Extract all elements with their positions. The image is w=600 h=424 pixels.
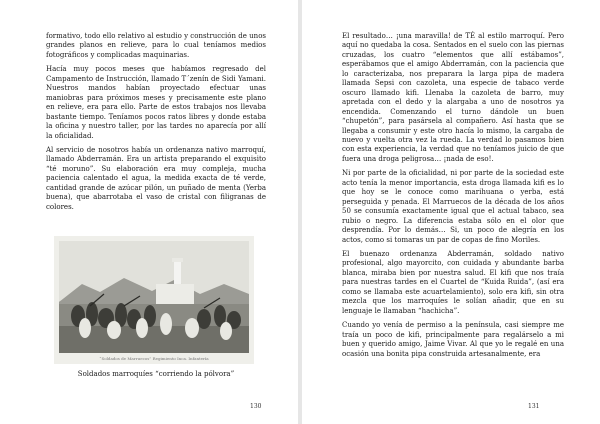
- right-paragraph-3: El buenazo ordenanza Abderramán, soldado nativo profesional, algo mayorcito, con cuidada y abundante barba blanca, miraba bien por nuestra salud. El kifi que nos traía para nuestras tardes en el Cuartel de “Kuida Ruida”, (así era como se llamaba este acuartelamiento), solo era kifi, sin otra mezcla que los marroquíes le solían añadir, que en su lenguaje le llamaban “hachicha”.: [342, 249, 564, 315]
- left-page-number: 130: [250, 403, 262, 410]
- left-paragraph-2: Hacía muy pocos meses que habíamos regresado del Campamento de Instrucción, llamado T´zenín de Sidi Yamani. Nuestros mandos habían proyectado efectuar unas maniobras para próximos meses y precisamente este plano en relieve, era para ello. Parte de estos trabajos nos llevaba bastante tiempo. Teníamos pocos ratos libres y donde estaba la oficina y nuestro taller, por las tardes no aparecía por allí la oficialidad.: [46, 65, 266, 140]
- right-page-number: 131: [528, 403, 540, 410]
- photo-caption: Soldados marroquíes “corriendo la pólvora”: [77, 370, 235, 378]
- right-paragraph-2: Ni por parte de la oficialidad, ni por parte de la sociedad este acto tenía la menor importancia, esta droga llamada kifi es lo que hoy se le conoce como marihuana o yerba, está perseguida y penada. El Marruecos de la década de los años 50 se consumía exactamente igual que el actual tabaco, sea rubio o negro. La diferencia estaba sólo en el olor que desprendía. Por lo demás… Si, un poco de alegría en los actos, como si tomaras un par de copas de fino Moriles.: [342, 169, 564, 244]
- right-page-body: [342, 32, 564, 364]
- right-paragraph-4: Cuando yo venía de permiso a la península, casi siempre me traía un poco de kifi, principalmente para regalárselo a mi buen y querido amigo, Jaime Vivar. Al que yo le regalé en una ocasión una bonita pipa construida artesanalmente, era: [342, 321, 564, 358]
- left-page: [0, 0, 298, 424]
- photo-illustration: [54, 236, 254, 364]
- photo-soldiers: [54, 236, 254, 364]
- left-paragraph-1: formativo, todo ello relativo al estudio y construcción de unos grandes planos en relieve, para lo cual teníamos medios fotográficos y complicadas maquinarias.: [46, 32, 266, 59]
- left-page-body: [46, 32, 266, 217]
- right-paragraph-1: El resultado… ¡una maravilla! de TÉ al estilo marroquí. Pero aquí no quedaba la cosa. Sentados en el suelo con las piernas cruzadas, los cuatro “elementos que allí estábamos”, esperábamos que el amigo Abderramán, con la paciencia que lo caracterizaba, nos preparara la larga pipa de madera llamada Sepsi con cazoleta, una especie de tabaco verde oscuro llamado kifi. Llenaba la cazoleta de barro, muy apretada con el dedo y la alargaba a uno de nosotros ya encendida. Comenzando el turno dándole un buen “chupetón”, para pasársela al compañero. Así hasta que se llegaba a consumir y este otro hacía lo mismo, la cargaba de nuevo y vuelta otra vez la rueda. La verdad lo pasamos bien con esta experiencia, la verdad que no teníamos juicio de que fuera una droga peligrosa… ¡nada de eso!.: [342, 32, 564, 163]
- right-page: [302, 0, 600, 424]
- photo-inscription: “Soldados de Marruecos” Regimiento Inca. Infantería: [99, 356, 209, 361]
- left-paragraph-3: Al servicio de nosotros había un ordenanza nativo marroquí, llamado Abderramán. Era un artista preparando el exquisito “té moruno”. Su elaboración era muy compleja, mucha paciencia calentado el agua, la medida exacta de té verde, cantidad grande de azúcar pilón, un puñado de menta (Yerba buena), que abarrotaba el vaso de cristal con filigranas de colores.: [46, 145, 266, 211]
